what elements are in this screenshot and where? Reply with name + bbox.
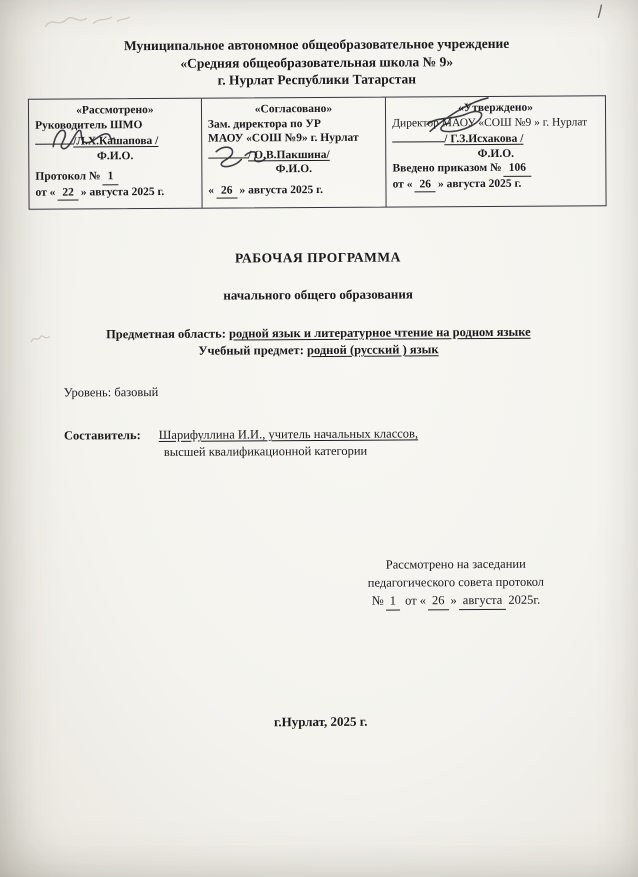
date-suffix: » августа 2025 г. <box>437 177 522 190</box>
date-day: 26 <box>216 183 238 199</box>
protocol-label: Протокол № <box>35 170 101 183</box>
agreed-fio-label: Ф.И.О. <box>275 163 313 176</box>
review-note-line3 <box>331 590 581 611</box>
handwritten-signature-reviewed-icon <box>48 123 120 153</box>
review-note-line2: педагогического совета протокол <box>367 574 545 590</box>
approved-date <box>393 176 600 193</box>
note-date-close: » <box>450 593 457 608</box>
org-name-line1: Муниципальное автономное общеобразовательное учреждение <box>123 35 510 54</box>
subject-area-label: Предметная область: <box>106 326 226 342</box>
agreed-date <box>208 182 379 199</box>
date-suffix: » августа 2025 г. <box>80 185 165 198</box>
composer-line <box>64 426 418 460</box>
review-note <box>331 554 581 611</box>
handwritten-signature-approved-icon <box>418 93 496 139</box>
review-note-line1: Рассмотрено на заседании <box>385 556 526 572</box>
org-name-line3: г. Нурлат Республики Татарстан <box>217 71 417 88</box>
org-name-line2: «Средняя общеобразовательная школа № 9» <box>180 53 454 71</box>
subject-label: Учебный предмет: <box>198 343 304 358</box>
subject-area-value: родной язык и литературное чтение на родном языке <box>228 324 531 341</box>
subject-value: родной (русский ) язык <box>306 342 439 358</box>
note-date-month: августа <box>459 591 507 610</box>
place-and-year: г.Нурлат, 2025 г. <box>273 713 368 730</box>
agreed-role: Зам. директора по УР <box>207 117 321 131</box>
date-prefix: от « <box>35 186 56 199</box>
level-line <box>64 385 159 401</box>
reviewed-date <box>35 184 195 200</box>
composer-value <box>159 426 418 460</box>
approved-role: Директор МАОУ «СОШ №9 » г. Нурлат <box>392 115 588 130</box>
composer-category: высшей квалификационной категории <box>163 443 368 459</box>
agreed-org: МАОУ «СОШ №9» г. Нурлат <box>207 131 359 145</box>
order-label: Введено приказом № <box>392 161 502 175</box>
protocol-number: 1 <box>103 169 119 185</box>
reviewed-name: /Л.Х.Кашапова / <box>73 134 159 148</box>
date-prefix: « <box>208 184 215 197</box>
note-date-year: 2025г. <box>508 592 541 607</box>
agreed-name: / О.В.Пакшина/ <box>248 148 330 161</box>
approved-title: «Утверждено» <box>458 101 534 115</box>
corner-mark-icon <box>595 3 605 19</box>
approved-name: / Г.З.Исхакова / <box>444 132 524 146</box>
subject-line <box>0 341 638 360</box>
date-prefix: от « <box>392 177 413 191</box>
approved-order <box>392 160 599 177</box>
agreed-title: «Согласовано» <box>254 102 333 116</box>
composer-name: Шарифуллина И.И., учитель начальных классов, <box>158 426 419 442</box>
level-value: базовый <box>114 384 159 400</box>
org-header <box>0 34 636 90</box>
note-date-day: 26 <box>428 591 449 610</box>
date-suffix: » августа 2025 г. <box>239 183 323 196</box>
reviewed-protocol <box>35 169 195 185</box>
level-label: Уровень: <box>63 385 112 400</box>
note-date-prefix: от « <box>405 593 427 608</box>
composer-label: Составитель: <box>63 428 141 443</box>
reviewed-role: Руководитель ШМО <box>35 118 143 132</box>
handwritten-signature-agreed-icon <box>208 142 270 172</box>
order-number: 106 <box>504 161 531 177</box>
date-day: 26 <box>414 177 436 193</box>
date-day: 22 <box>57 185 79 201</box>
note-protocol-number: 1 <box>386 592 400 611</box>
subject-area-line <box>0 324 637 343</box>
pencil-scribble-icon <box>41 9 133 36</box>
approval-cell-reviewed <box>29 99 202 209</box>
reviewed-fio-label: Ф.И.О. <box>96 149 134 162</box>
program-title: РАБОЧАЯ ПРОГРАММА <box>234 249 401 266</box>
approved-fio-label: Ф.И.О. <box>477 147 515 160</box>
note-number-label: № <box>371 593 384 608</box>
reviewed-title: «Рассмотрено» <box>76 104 154 117</box>
program-subtitle: начального общего образования <box>223 286 413 303</box>
